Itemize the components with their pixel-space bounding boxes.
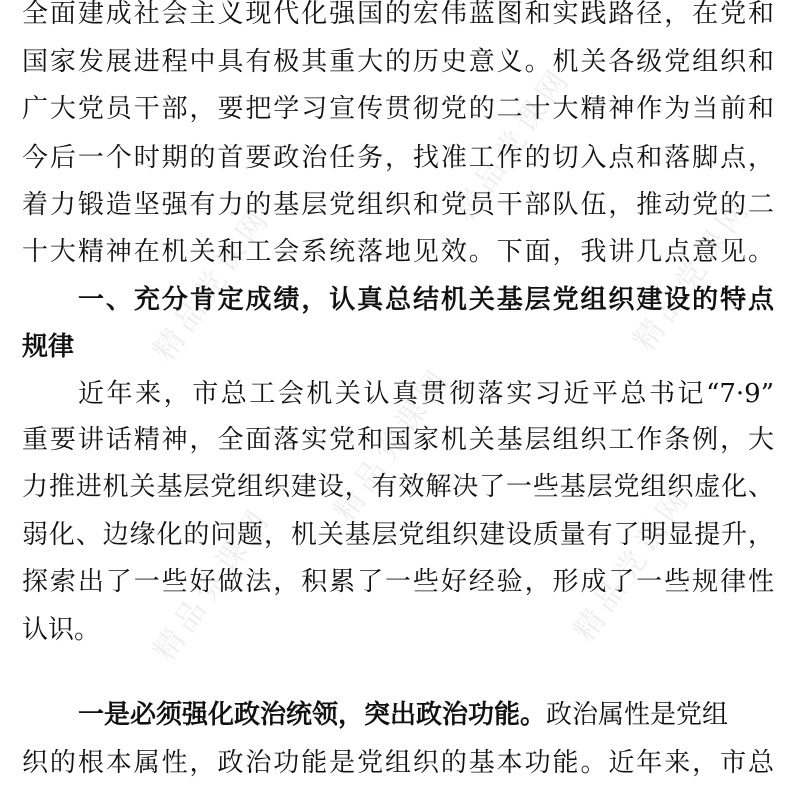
paragraph-line: 十大精神在机关和工会系统落地见效。下面，我讲几点意见。 [22, 237, 774, 267]
point-heading: 一是必须强化政治统领，突出政治功能。 [78, 700, 547, 730]
watermark: 精品党课网 [146, 500, 279, 668]
paragraph-line: 认识。 [22, 615, 101, 645]
paragraph-line: 着力锻造坚强有力的基层党组织和党员干部队伍，推动党的二 [22, 190, 774, 220]
watermark: 精品党课网 [446, 60, 579, 228]
paragraph-line [78, 700, 774, 730]
paragraph-line: 今后一个时期的首要政治任务，找准工作的切入点和落脚点， [22, 143, 774, 173]
paragraph-line: 弱化、边缘化的问题，机关基层党组织建设质量有了明显提升， [22, 520, 774, 550]
paragraph-line: 织的根本属性，政治功能是党组织的基本功能。近年来，市总 [22, 748, 774, 778]
watermark: 精品党课网 [146, 200, 279, 368]
paragraph-line: 探索出了一些好做法，积累了一些好经验，形成了一些规律性 [22, 567, 774, 597]
section-heading-cont: 规律 [22, 332, 75, 362]
paragraph-line: 力推进机关基层党组织建设，有效解决了一些基层党组织虚化、 [22, 472, 774, 502]
paragraph-text: 政治属性是党组 [546, 700, 729, 730]
paragraph-line: 广大党员干部，要把学习宣传贯彻党的二十大精神作为当前和 [22, 94, 774, 124]
paragraph-line: 全面建成社会主义现代化强国的宏伟蓝图和实践路径，在党和 [22, 0, 774, 29]
watermark: 精品党课网 [626, 190, 759, 358]
watermark: 精品党课网 [566, 480, 699, 648]
paragraph-line: 重要讲话精神，全面落实党和国家机关基层组织工作条例，大 [22, 425, 774, 455]
paragraph-line: 近年来，市总工会机关认真贯彻落实习近平总书记“7·9” [78, 379, 774, 409]
watermark: 精品党课网 [326, 360, 459, 528]
paragraph-line: 国家发展进程中具有极其重大的历史意义。机关各级党组织和 [22, 47, 774, 77]
section-heading: 一、充分肯定成绩，认真总结机关基层党组织建设的特点 [78, 285, 774, 315]
